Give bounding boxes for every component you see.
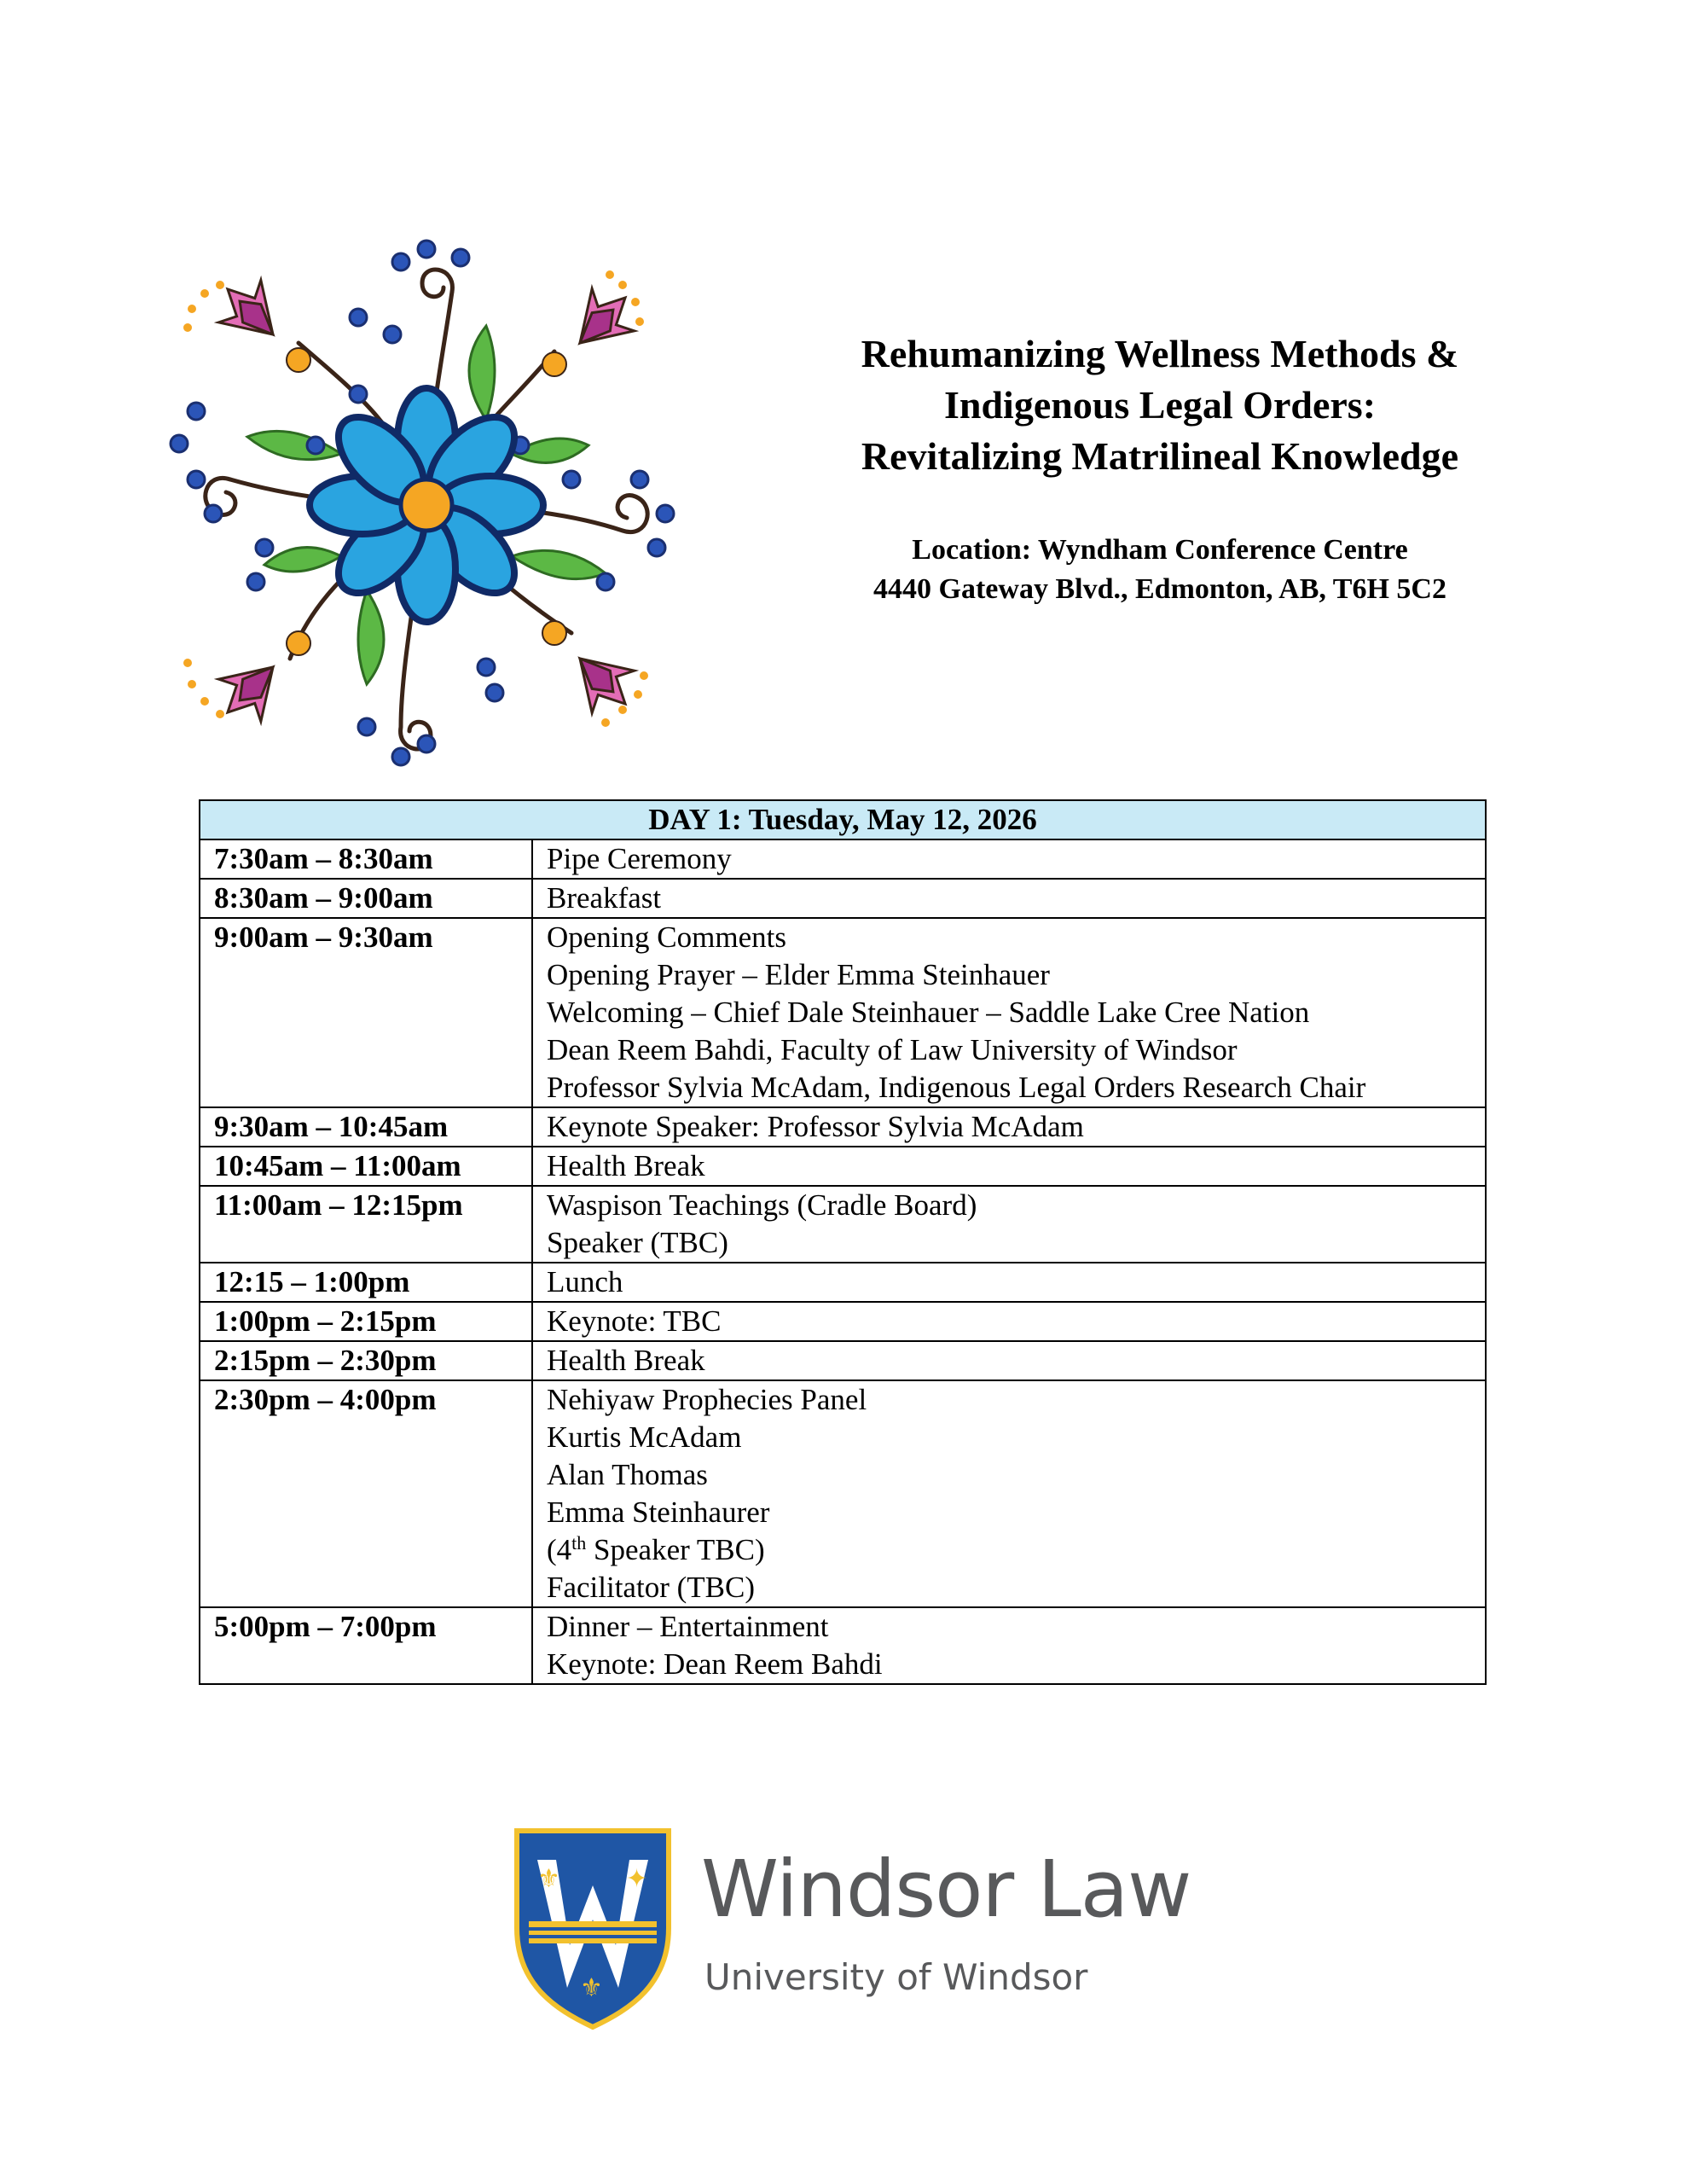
time-slot: 10:45am – 11:00am xyxy=(200,1147,532,1186)
location-venue: Location: Wyndham Conference Centre xyxy=(912,534,1408,566)
schedule-row xyxy=(200,1263,1486,1302)
session-line: Health Break xyxy=(547,1149,705,1182)
day-heading: DAY 1: Tuesday, May 12, 2026 xyxy=(200,800,1486,839)
title-line-1: Rehumanizing Wellness Methods & xyxy=(861,332,1459,375)
time-slot: 12:15 – 1:00pm xyxy=(200,1263,532,1302)
schedule-row xyxy=(200,839,1486,879)
time-slot: 11:00am – 12:15pm xyxy=(200,1186,532,1263)
session-line: Nehiyaw Prophecies Panel xyxy=(547,1383,867,1416)
location-address: 4440 Gateway Blvd., Edmonton, AB, T6H 5C2 xyxy=(873,573,1446,605)
session-description xyxy=(532,1263,1486,1302)
schedule-table xyxy=(199,799,1487,1685)
title-line-2: Indigenous Legal Orders: xyxy=(943,383,1377,427)
time-slot: 2:15pm – 2:30pm xyxy=(200,1341,532,1380)
ordinal-suffix: th xyxy=(571,1532,587,1554)
session-description xyxy=(532,1302,1486,1341)
session-description xyxy=(532,879,1486,918)
session-description xyxy=(532,1147,1486,1186)
session-description xyxy=(532,1186,1486,1263)
windsor-law-logo xyxy=(512,1826,1191,2030)
session-line: Kurtis McAdam xyxy=(547,1420,742,1454)
schedule-row xyxy=(200,1147,1486,1186)
time-slot: 8:30am – 9:00am xyxy=(200,879,532,918)
svg-text:✦: ✦ xyxy=(626,1864,648,1894)
session-line-facilitator: Facilitator (TBC) xyxy=(547,1571,755,1604)
schedule-body xyxy=(200,839,1486,1684)
session-line-fourth-speaker xyxy=(547,1531,1485,1569)
university-crest-icon xyxy=(512,1826,674,2030)
schedule-row xyxy=(200,1341,1486,1380)
event-location xyxy=(733,531,1586,609)
time-slot: 7:30am – 8:30am xyxy=(200,839,532,879)
session-line: Opening Prayer – Elder Emma Steinhauer xyxy=(547,958,1050,991)
session-line: Professor Sylvia McAdam, Indigenous Legal Orders Research Chair xyxy=(547,1071,1366,1104)
floral-beadwork-illustration xyxy=(145,224,708,787)
time-slot: 9:00am – 9:30am xyxy=(200,918,532,1107)
session-line: Health Break xyxy=(547,1344,705,1377)
session-line: Emma Steinhaurer xyxy=(547,1496,770,1529)
session-line: Keynote: TBC xyxy=(547,1304,722,1338)
logo-title: Windsor Law xyxy=(701,1844,1191,1935)
schedule-row xyxy=(200,879,1486,918)
session-description xyxy=(532,1107,1486,1147)
day-heading-row xyxy=(200,800,1486,839)
session-line: Dinner – Entertainment xyxy=(547,1610,829,1643)
schedule-row xyxy=(200,918,1486,1107)
schedule-row xyxy=(200,1607,1486,1684)
session-line: Pipe Ceremony xyxy=(547,842,732,875)
time-slot: 2:30pm – 4:00pm xyxy=(200,1380,532,1607)
schedule-row xyxy=(200,1186,1486,1263)
session-description xyxy=(532,1607,1486,1684)
fourth-speaker-suffix: Speaker TBC) xyxy=(586,1533,765,1566)
schedule-row xyxy=(200,1302,1486,1341)
session-line: Breakfast xyxy=(547,881,662,915)
time-slot: 5:00pm – 7:00pm xyxy=(200,1607,532,1684)
logo-subtitle: University of Windsor xyxy=(704,1956,1088,1998)
session-description xyxy=(532,1380,1486,1607)
schedule-row xyxy=(200,1380,1486,1607)
session-description xyxy=(532,918,1486,1107)
session-description xyxy=(532,839,1486,879)
time-slot: 9:30am – 10:45am xyxy=(200,1107,532,1147)
session-line: Speaker (TBC) xyxy=(547,1226,728,1259)
session-description xyxy=(532,1341,1486,1380)
session-line: Lunch xyxy=(547,1265,623,1298)
title-line-3: Revitalizing Matrilineal Knowledge xyxy=(861,434,1459,478)
session-line: Keynote Speaker: Professor Sylvia McAdam xyxy=(547,1110,1084,1143)
session-line: Keynote: Dean Reem Bahdi xyxy=(547,1647,883,1681)
schedule-row xyxy=(200,1107,1486,1147)
event-title xyxy=(733,328,1586,482)
session-line: Waspison Teachings (Cradle Board) xyxy=(547,1188,977,1222)
session-line: Opening Comments xyxy=(547,921,786,954)
session-line: Alan Thomas xyxy=(547,1458,708,1491)
session-line: Dean Reem Bahdi, Faculty of Law University of Windsor xyxy=(547,1033,1238,1066)
fourth-speaker-prefix: (4 xyxy=(547,1533,572,1566)
svg-text:⚜: ⚜ xyxy=(580,1973,603,2003)
time-slot: 1:00pm – 2:15pm xyxy=(200,1302,532,1341)
svg-text:⚜: ⚜ xyxy=(537,1864,560,1894)
session-line: Welcoming – Chief Dale Steinhauer – Saddle Lake Cree Nation xyxy=(547,996,1310,1029)
